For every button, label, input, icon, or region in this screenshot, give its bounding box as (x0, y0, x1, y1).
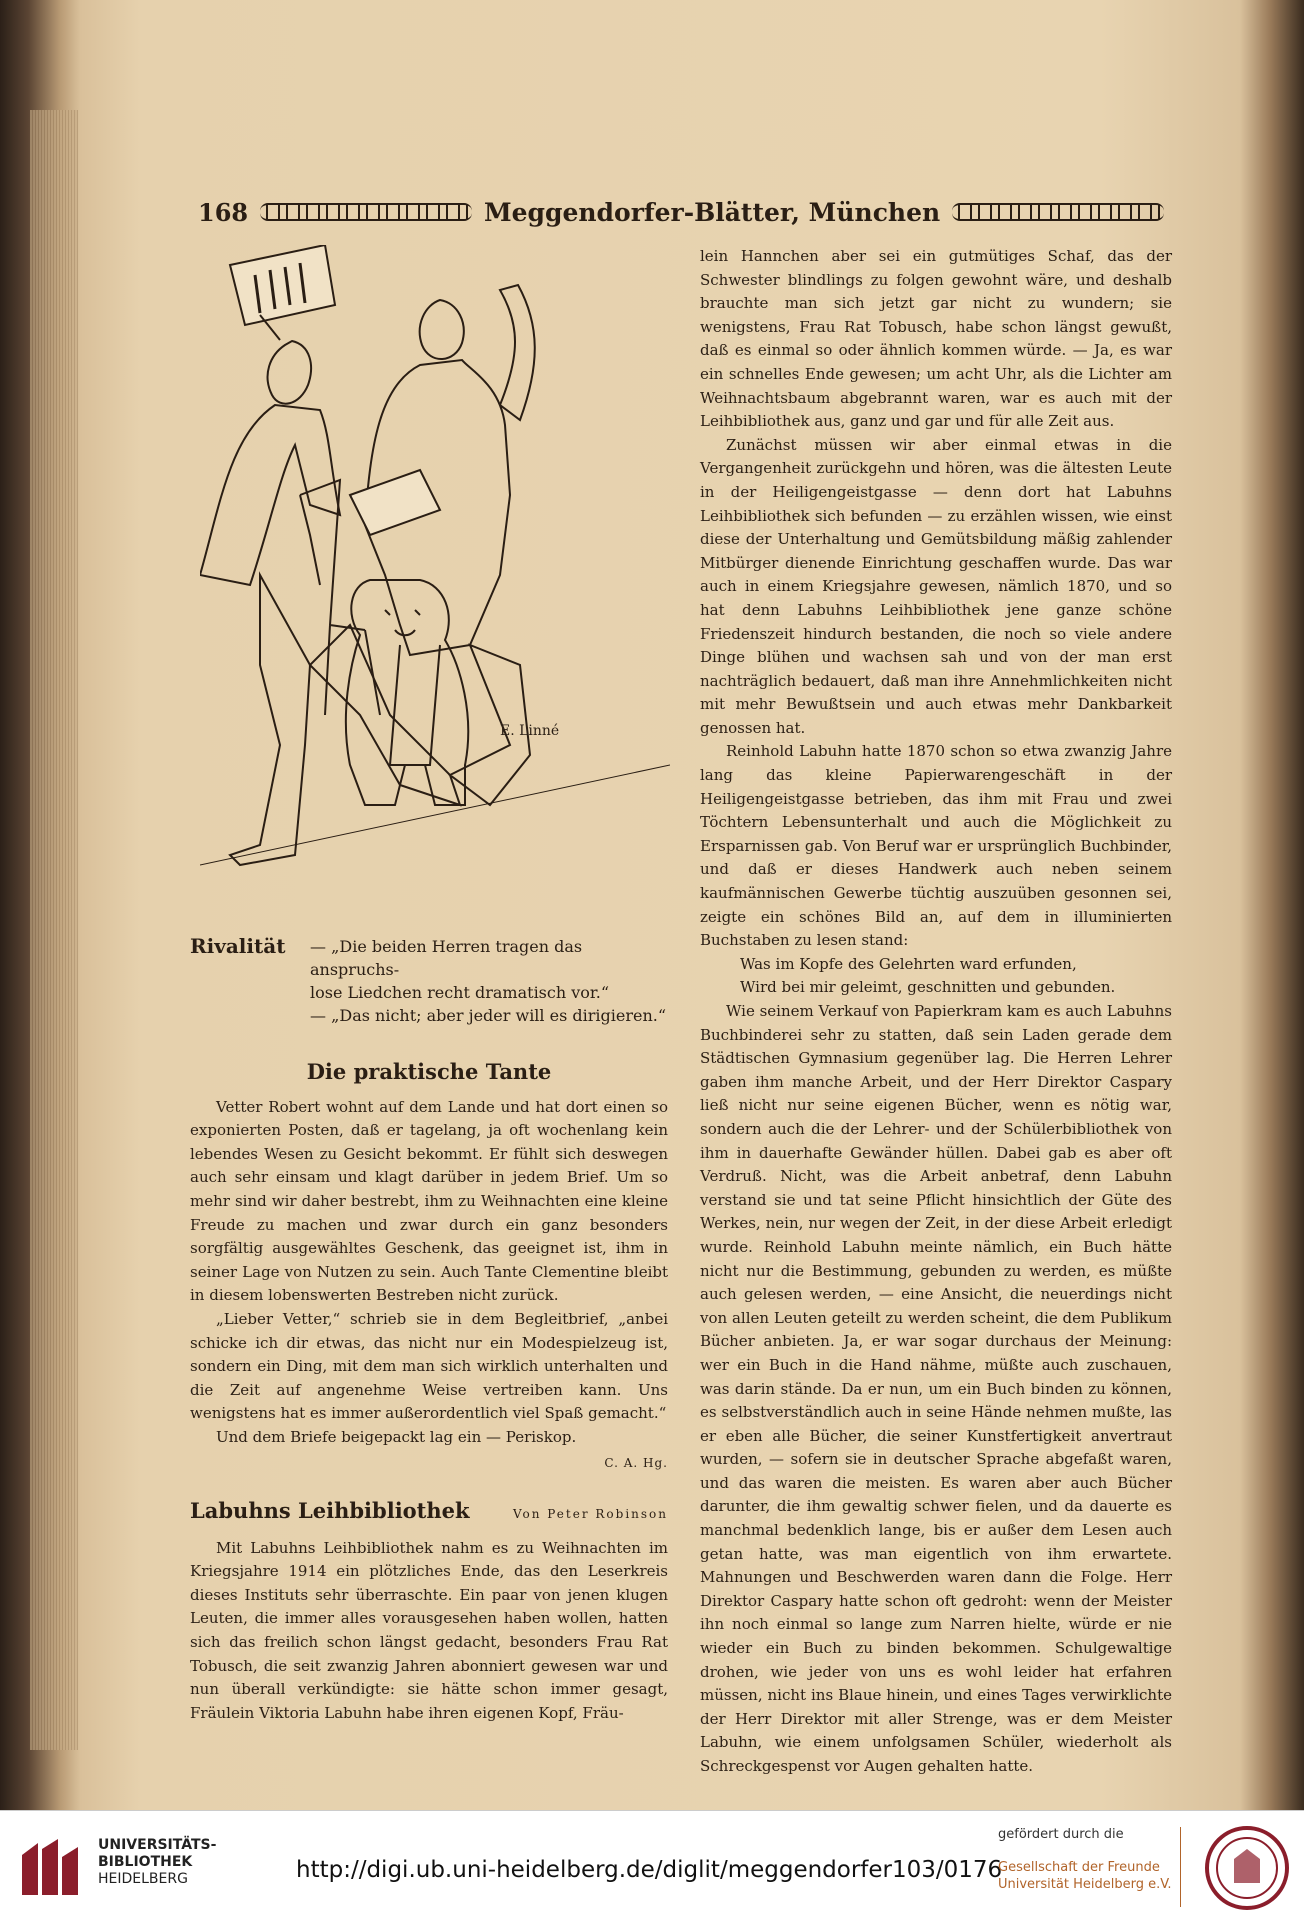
university-seal-icon (1204, 1825, 1290, 1911)
illustrator-signature: E. Linné (500, 723, 560, 739)
paragraph: Wie seinem Verkauf von Papierkram kam es auch Labuhns Buchbinderei sehr zu statten, daß sein Laden gerade dem Städtischen Gymnasium gegenüber lag. Die Herren Lehrer gaben ihm manche Arbeit, und der Herr Direktor Caspary ließ nicht nur seine eigenen Bücher, wenn es nötig war, sondern auch die der Lehrer- und der Schülerbibliothek von ihm in dauerhafte Gewänder hüllen. Dabei gab es aber oft Verdruß. Nicht, was die Arbeit anbetraf, denn Labuhn verstand sie und tat seine Pflicht hinsichtlich der Güte des Werkes, nein, nur wegen der Zeit, in der diese Arbeit erledigt wurde. Reinhold Labuhn meinte nämlich, ein Buch hätte nicht nur die Bestimmung, gebunden zu werden, es müßte auch gelesen werden, — eine Ansicht, die neuerdings nicht von allen Leuten geteilt zu werden scheint, die dem Publikum Bücher anbieten. Ja, er war sogar durchaus der Meinung: wer ein Buch in die Hand nähme, müßte auch zuschauen, was darin stände. Da er nun, um ein Buch binden zu können, es selbstverständlich auch in seine Hände nehmen mußte, las er eben alle Bücher, die seiner Kunstfertigkeit anvertraut wurden, — sofern sie in deutscher Sprache abgefaßt waren, und das waren die meisten. Es waren aber auch Bücher darunter, die ihm gewaltig schwer fielen, und da dauerte es manchmal bedenklich lange, bis er außer dem Lesen auch getan hatte, was man eigentlich von ihm erwartete. Mahnungen und Beschwerden waren dann die Folge. Herr Direktor Caspary hatte schon oft gedroht: wenn der Meister ihn noch einmal so lange zum Narren hielte, würde er nie wieder ein Buch zu binden bekommen. Schulgewaltige drohen, wie jeder von uns es wohl leider hat erfahren müssen, nicht ins Blaue hinein, und eines Tages verwirklichte der Herr Direktor mit aller Strenge, was er dem Meister Labuhn, wie einem unfolgsamen Schüler, wiederholt als Schreckgespenst vor Augen gehalten hatte. (700, 1002, 1172, 1775)
footer-divider (1180, 1827, 1181, 1907)
paragraph: „Lieber Vetter,“ schrieb sie in dem Begleitbrief, „anbei schicke ich dir etwas, das nicht nur ein Modespielzeug ist, sondern ein Ding, mit dem man sich wirklich unterhalten und die Zeit auf angenehme Weise vertreiben kann. Uns wenigstens hat es immer außerordentlich viel Spaß gemacht.“ (190, 1309, 668, 1423)
article-title: Die praktische Tante (306, 1059, 552, 1084)
dog-figure (346, 580, 468, 805)
article-author: Von Peter Robinson (512, 1507, 668, 1522)
caption-line: lose Liedchen recht dramatisch vor.“ (310, 983, 610, 1002)
library-name-line: BIBLIOTHEK (98, 1854, 193, 1870)
sponsor-name[interactable] (998, 1859, 1172, 1893)
chain-ornament-right (952, 203, 1164, 221)
permalink-url[interactable]: http://digi.ub.uni-heidelberg.de/diglit/meggendorfer103/0176 (296, 1857, 1003, 1883)
page-number: 168 (198, 197, 249, 227)
cartoon-illustration (200, 245, 670, 925)
paragraph: lein Hannchen aber sei ein gutmütiges Schaf, das der Schwester blindlings zu folgen gewohnt wäre, und deshalb brauchte man sich jetzt gar nicht zu wundern; sie wenigstens, Frau Rat Tobusch, habe schon längst gewußt, daß es einmal so oder ähnlich kommen würde. — Ja, es war ein schnelles Ende gewesen; um acht Uhr, als die Lichter am Weihnachtsbaum abgebrannt waren, war es auch mit der Leihbibliothek aus, ganz und gar und für alle Zeit aus. (700, 247, 1172, 431)
sponsor-name-line: Universität Heidelberg e.V. (998, 1877, 1172, 1892)
paragraph: Zunächst müssen wir aber einmal etwas in die Vergangenheit zurückgehn und hören, was die ältesten Leute in der Heiligengeistgasse — denn dort hat Labuhns Leihbibliothek sich befunden — zu erzählen wissen, wie einst diese der Unterhaltung und Gemütsbildung mäßig zahlender Mitbürger dienende Einrichtung geschaffen wurde. Das war auch in einem Kriegsjahre gewesen, nämlich 1870, und so hat denn Labuhns Leihbibliothek jene ganze schöne Friedenszeit hindurch bestanden, die noch so viele andere Dinge blühen und wachsen sah und von der man erst nachträglich bedauert, daß man ihre Annehmlichkeiten nicht mit mehr Bewußtsein und auch etwas mehr Dankbarkeit genossen hat. (700, 435, 1172, 737)
sponsor-label: gefördert durch die (998, 1827, 1124, 1842)
illustration-caption (190, 935, 670, 1027)
page-header (198, 196, 1164, 228)
chain-ornament-left (260, 203, 472, 221)
library-name[interactable] (98, 1837, 216, 1888)
paper-icon (350, 470, 440, 535)
book-edge (30, 110, 78, 1750)
article-signature: C. A. Hg. (604, 1455, 668, 1470)
library-name-line: HEIDELBERG (98, 1871, 188, 1887)
left-column (190, 1060, 668, 1725)
library-name-line: UNIVERSITÄTS- (98, 1837, 217, 1853)
caption-title: Rivalität (190, 934, 286, 958)
sheet-music-icon (230, 245, 335, 325)
article-header (190, 1499, 668, 1527)
paragraph: Mit Labuhns Leihbibliothek nahm es zu Weihnachten im Kriegsjahre 1914 ein plötzliches Ende, das den Leserkreis dieses Instituts sehr überraschte. Ein paar von jenen klugen Leuten, die immer alles vorausgesehen haben wollen, hatten sich das freilich schon längst gedacht, besonders Frau Rat Tobusch, die seit zwanzig Jahren abonniert gewesen war und nun überall verkündigte: sie hätte schon immer gesagt, Fräulein Viktoria Labuhn habe ihren eigenen Kopf, Fräu- (190, 1538, 668, 1722)
right-column (700, 245, 1172, 1779)
paragraph: Reinhold Labuhn hatte 1870 schon so etwa zwanzig Jahre lang das kleine Papierwarengeschäft in der Heiligengeistgasse betrieben, das ihm mit Frau und zwei Töchtern Lebensunterhalt und auch die Möglichkeit zu Ersparnissen gab. Von Beruf war er ursprünglich Buchbinder, und daß er dieses Handwerk auch neben seinem kaufmännischen Gewerbe tüchtig auszuüben gesonnen sei, zeigte ein schönes Bild an, auf dem in illuminierten Buchstaben zu lesen stand: (700, 742, 1172, 950)
verse-line: Was im Kopfe des Gelehrten ward erfunden, (740, 954, 1077, 973)
masthead-title: Meggendorfer-Blätter, München (483, 197, 941, 227)
paragraph: Und dem Briefe beigepackt lag ein — Periskop. (216, 1427, 577, 1446)
caption-line: — „Das nicht; aber jeder will es dirigieren.“ (310, 1006, 667, 1025)
viewer-footer (0, 1810, 1304, 1923)
paragraph: Vetter Robert wohnt auf dem Lande und hat dort einen so exponierten Posten, daß er tagelang, ja oft wochenlang kein lebendes Wesen zu Gesicht bekommt. Er fühlt sich deswegen auch sehr einsam und klagt darüber in jedem Brief. Um so mehr sind wir daher bestrebt, ihm zu Weihnachten eine kleine Freude zu machen und zwar durch ein ganz besonders sorgfältig ausgewähltes Geschenk, das geeignet ist, ihm in seiner Lage von Nutzen zu sein. Auch Tante Clementine bleibt in diesem lobenswerten Bestreben nicht zurück. (190, 1097, 668, 1305)
university-library-logo-icon[interactable] (18, 1835, 88, 1899)
left-man-figure (200, 315, 460, 865)
sponsor-name-line: Gesellschaft der Freunde (998, 1860, 1160, 1875)
verse-line: Wird bei mir geleimt, geschnitten und gebunden. (740, 978, 1116, 997)
article-title: Labuhns Leihbibliothek (190, 1498, 470, 1524)
caption-line: — „Die beiden Herren tragen das anspruchs- (310, 937, 583, 979)
